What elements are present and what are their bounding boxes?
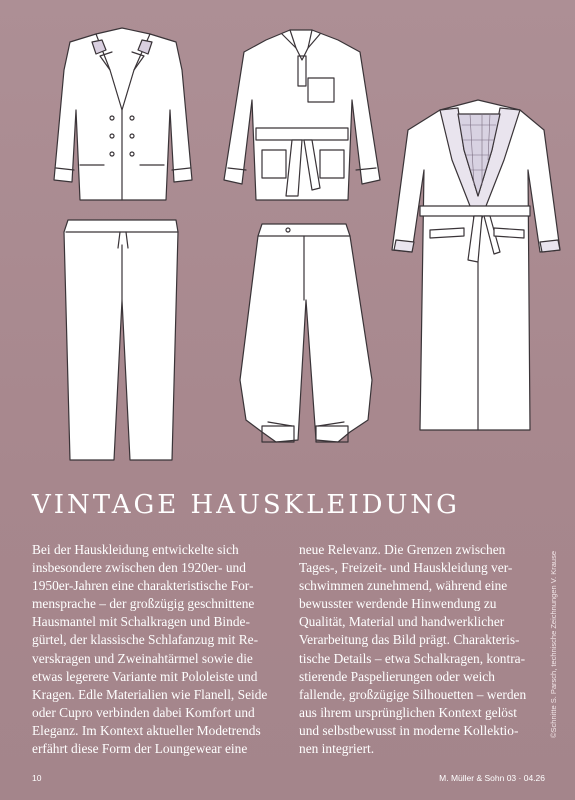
- pajama-jacket-drawing: [54, 28, 192, 200]
- text-line: Eleganz. Im Kontext aktueller Modetrends: [32, 722, 261, 738]
- text-line: Verarbeitung das Bild prägt. Charakteris-: [299, 632, 520, 648]
- text-line: und selbstbewusst in moderne Kollektio-: [299, 722, 519, 738]
- text-line: nen integriert.: [299, 741, 375, 757]
- text-line: schwimmen zunehmend, während eine: [299, 578, 508, 594]
- cuffed-trousers-drawing: [240, 224, 372, 442]
- page-title: VINTAGE HAUSKLEIDUNG: [32, 490, 460, 520]
- text-line: insbesondere zwischen den 1920er- und: [32, 560, 246, 576]
- body-text-right-column: [299, 541, 554, 758]
- text-line: oder Cupro verbinden dabei Komfort und: [32, 704, 255, 720]
- polo-shirt-drawing: [224, 30, 380, 200]
- text-line: 1950er-Jahren eine charakteristische For-: [32, 578, 254, 594]
- text-line: etwas legerere Variante mit Pololeiste und: [32, 668, 258, 684]
- text-line: bewusster werdende Hinwendung zu: [299, 596, 497, 612]
- text-line: gürtel, der klassische Schlafanzug mit Re-: [32, 632, 259, 648]
- page-number: 10: [32, 773, 42, 783]
- text-line: Hausmantel mit Schalkragen und Binde-: [32, 614, 250, 630]
- text-line: Tages-, Freizeit- und Hauskleidung ver-: [299, 560, 513, 576]
- dressing-gown-drawing: [392, 100, 560, 430]
- publication-footer: M. Müller & Sohn 03 · 04.26: [439, 773, 545, 783]
- text-line: Kragen. Edle Materialien wie Flanell, Seide: [32, 686, 268, 702]
- body-text-left-column: [32, 541, 287, 758]
- text-line: Qualität, Material und handwerklicher: [299, 614, 505, 630]
- text-line: tische Details – etwa Schalkragen, kontra-: [299, 650, 526, 666]
- pajama-trousers-drawing: [64, 220, 178, 460]
- text-line: Bei der Hauskleidung entwickelte sich: [32, 542, 239, 557]
- text-line: erfährt diese Form der Loungewear eine: [32, 741, 248, 757]
- text-line: verskragen und Zweinahtärmel sowie die: [32, 650, 253, 666]
- text-line: neue Relevanz. Die Grenzen zwischen: [299, 542, 506, 557]
- text-line: fallende, großzügige Silhouetten – werden: [299, 686, 527, 702]
- text-line: mensprache – der großzügig geschnittene: [32, 596, 255, 612]
- text-line: aus ihrem ursprünglichen Kontext gelöst: [299, 704, 517, 720]
- text-line: stierende Paspelierungen oder weich: [299, 668, 495, 684]
- image-credit: ©Schnitte S. Parsch, technische Zeichnungen V. Krause: [549, 550, 558, 738]
